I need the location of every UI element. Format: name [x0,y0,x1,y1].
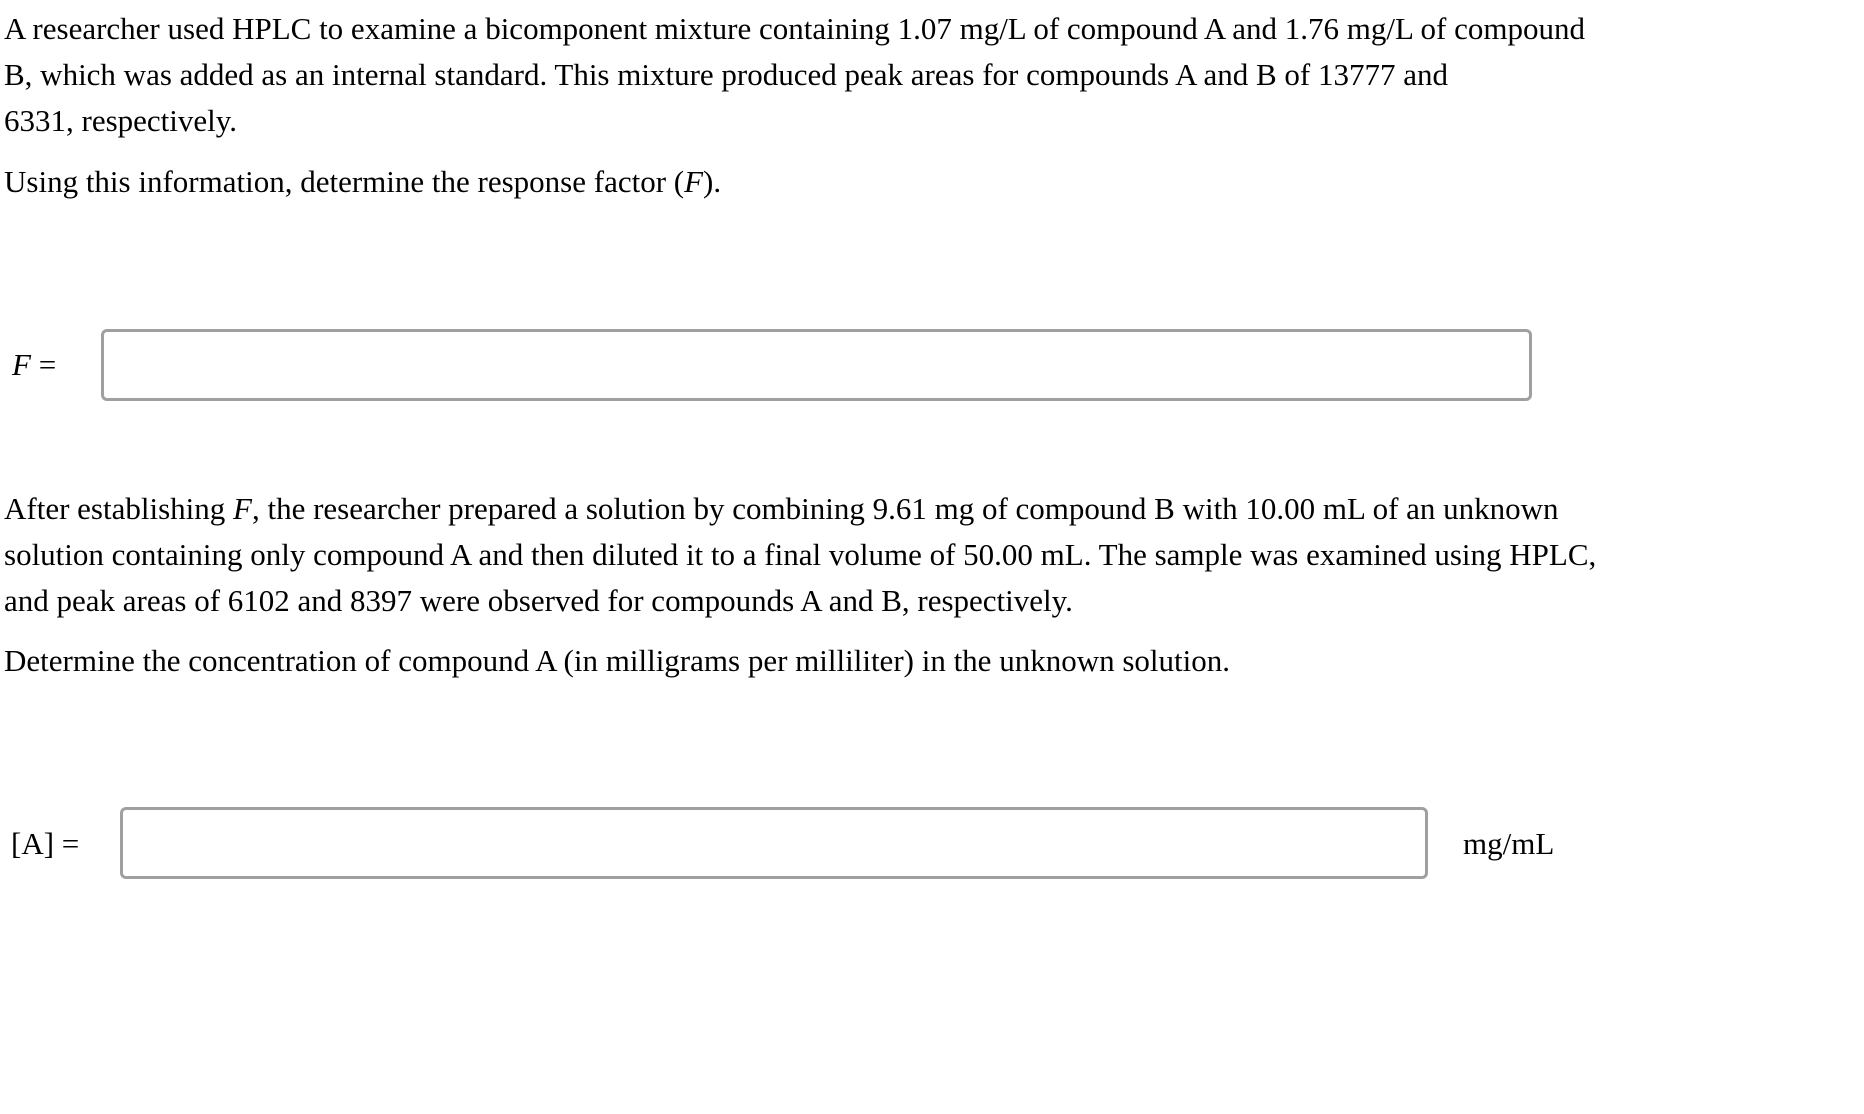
problem-intro-line: B, which was added as an internal standard. This mixture produced peak areas for compounds A and B of 13777 and [4,57,1449,92]
variable-f: F [684,164,704,199]
question-text: Determine the concentration of compound A (in milligrams per milliliter) in the unknown solution. [4,643,1230,678]
paragraph-line [4,486,1596,532]
problem-intro-line: A researcher used HPLC to examine a bicomponent mixture containing 1.07 mg/L of compound A and 1.76 mg/L of compound [4,11,1585,46]
problem-intro-line: 6331, respectively. [4,103,237,138]
concentration-question [4,638,1230,684]
response-factor-input[interactable] [101,329,1532,401]
paragraph-text: After establishing [4,491,234,526]
unit-label: mg/mL [1463,826,1555,861]
f-answer-label [12,347,56,383]
question-text-end: ). [703,164,722,199]
equals-sign: = [30,347,57,382]
paragraph-text: , the researcher prepared a solution by combining 9.61 mg of compound B with 10.00 mL of an unknown [251,491,1559,526]
question-text: Using this information, determine the response factor ( [4,164,685,199]
variable-f: F [233,491,252,526]
variable-f: F [12,347,31,382]
paragraph-line: and peak areas of 6102 and 8397 were observed for compounds A and B, respectively. [4,583,1073,618]
problem-intro [4,6,1585,144]
response-factor-question [4,159,721,205]
concentration-answer-label: [A] = [11,826,80,861]
paragraph-line: solution containing only compound A and then diluted it to a final volume of 50.00 mL. The sample was examined using HPLC, [4,537,1597,572]
second-problem-paragraph [4,486,1596,624]
concentration-input[interactable] [120,807,1428,879]
